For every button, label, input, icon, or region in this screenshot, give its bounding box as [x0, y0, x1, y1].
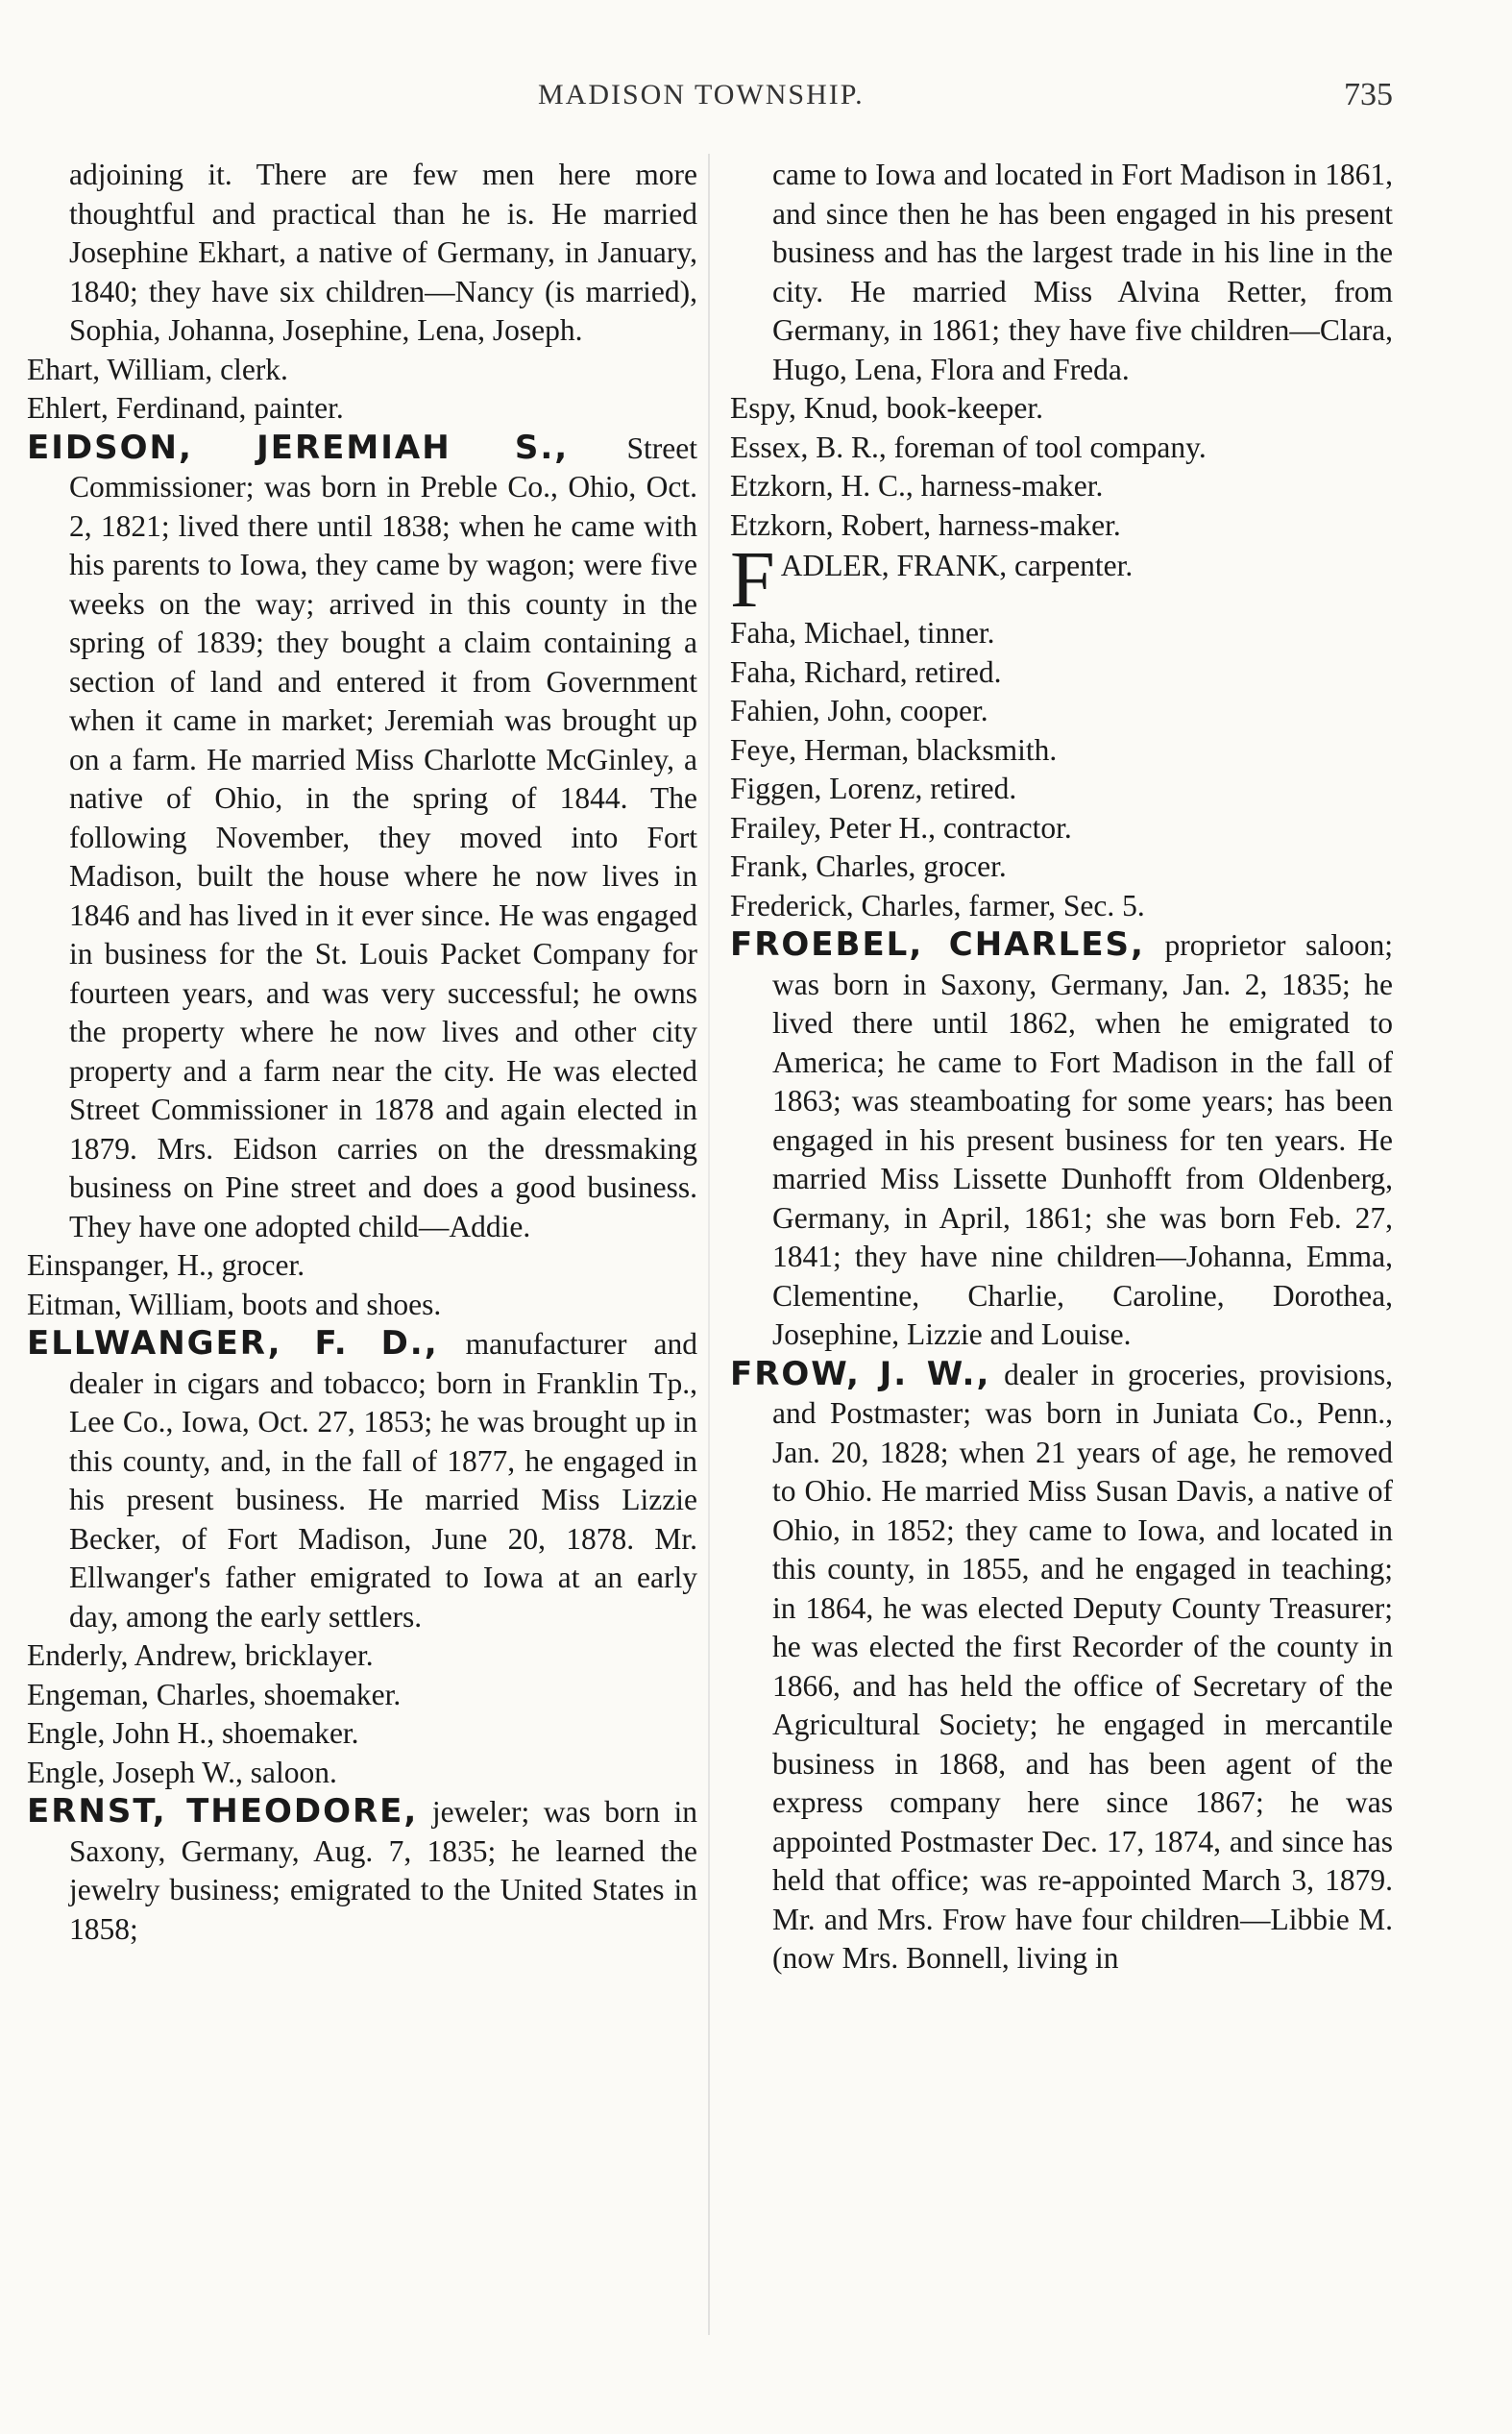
- directory-entry: Faha, Michael, tinner.: [730, 616, 995, 650]
- biography-entry-ellwanger: [27, 1324, 697, 1636]
- directory-entry: ADLER, FRANK, carpenter.: [780, 549, 1134, 582]
- entry-heading-name: ERNST, THEODORE,: [27, 1792, 419, 1831]
- directory-entry: Espy, Knud, book-keeper.: [730, 391, 1044, 425]
- section-start-f: [730, 545, 1393, 614]
- directory-entry: Einspanger, H., grocer.: [27, 1248, 305, 1282]
- entry-heading-name: ELLWANGER, F. D.,: [27, 1324, 439, 1363]
- directory-entry: Etzkorn, Robert, harness-maker.: [730, 507, 1121, 542]
- page-header: [538, 79, 1393, 127]
- directory-entry: Etzkorn, H. C., harness-maker.: [730, 469, 1104, 503]
- biography-entry-eidson: [27, 429, 697, 1247]
- directory-entry: Eitman, William, boots and shoes.: [27, 1287, 442, 1321]
- entry-body-text: Street Commissioner; was born in Preble Co., Ohio, Oct. 2, 1821; lived there until 1838; when he came with his parents to Iowa, they came by wagon; were five weeks on the way; arrived in this county in the spring of 1839; they bought a claim containing a section of land and entered it from Government when it came in market; Jeremiah was brought up on a farm. He married Miss Charlotte McGinley, a native of Ohio, in the spring of 1844. The following November, they moved into Fort Madison, built the house where he now lives in 1846 and has lived in it ever since. He was engaged in business for the St. Louis Packet Company for fourteen years, and was very successful; he owns the property where he now lives and other city property and a farm near the city. He was elected Street Commissioner in 1878 and again elected in 1879. Mrs. Eidson carries on the dressmaking business on Pine street and does a good business. They have one adopted child—Addie.: [69, 430, 698, 1243]
- entry-body-text: manufacturer and dealer in cigars and tobacco; born in Franklin Tp., Lee Co., Iowa, Oct. 27, 1853; he was brought up in this county, and, in the fall of 1877, he engaged in his present business. He married Miss Lizzie Becker, of Fort Madison, June 20, 1878. Mr. Ellwanger's father emigrated to Iowa at an early day, among the early settlers.: [69, 1327, 697, 1634]
- biography-entry-froebel: [730, 925, 1393, 1355]
- entry-body-text: proprietor saloon; was born in Saxony, Germany, Jan. 2, 1835; he lived there until 1862, when he emigrated to America; he came to Fort Madison in the fall of 1863; was steamboating for some years; has been engaged in his present business for ten years. He married Miss Lissette Dunhofft from Oldenberg, Germany, in April, 1861; she was born Feb. 27, 1841; they have nine children—Johanna, Emma, Clementine, Charlie, Caroline, Dorothea, Josephine, Lizzie and Louise.: [772, 928, 1394, 1351]
- directory-entry: Faha, Richard, retired.: [730, 654, 1002, 689]
- entry-heading-name: FROEBEL, CHARLES,: [730, 925, 1145, 964]
- entry-body-text: jeweler; was born in Saxony, Germany, Aug. 7, 1835; he learned the jewelry business; emigrated to the United States in 1858;: [69, 1795, 698, 1946]
- directory-entry: Fahien, John, cooper.: [730, 694, 988, 727]
- page-number: 735: [1344, 77, 1393, 112]
- entry-heading-name: EIDSON, JEREMIAH S.,: [27, 428, 570, 467]
- running-title: MADISON TOWNSHIP.: [538, 79, 865, 111]
- directory-entry: Feye, Herman, blacksmith.: [730, 732, 1058, 767]
- directory-entry: Ehlert, Ferdinand, painter.: [27, 391, 344, 425]
- entry-heading-name: FROW, J. W.,: [730, 1354, 991, 1393]
- biography-entry-ernst: [27, 1792, 697, 1949]
- biography-entry-frow: [730, 1355, 1393, 1979]
- directory-entry: Engle, John H., shoemaker.: [27, 1716, 359, 1750]
- directory-entry: Frederick, Charles, farmer, Sec. 5.: [730, 888, 1145, 922]
- directory-entry: Ehart, William, clerk.: [27, 352, 288, 386]
- column-divider: [708, 154, 710, 2335]
- right-column: [730, 156, 1393, 1979]
- continued-biography-text: adjoining it. There are few men here more thoughtful and practical than he is. He married Josephine Ekhart, a native of Germany, in January, 1840; they have six children—Nancy (is married), Sophia, Johanna, Josephine, Lena, Joseph.: [69, 158, 697, 347]
- drop-cap-initial: F: [730, 545, 775, 614]
- left-column: [27, 156, 697, 1949]
- directory-entry: Frailey, Peter H., contractor.: [730, 810, 1072, 845]
- directory-entry: Engle, Joseph W., saloon.: [27, 1755, 337, 1789]
- entry-body-text: dealer in groceries, provisions, and Postmaster; was born in Juniata Co., Penn., Jan. 20, 1828; when 21 years of age, he removed to Ohio. He married Miss Susan Davis, a native of Ohio, in 1852; they came to Iowa, and located in this county, in 1855, and he engaged in teaching; in 1864, he was elected Deputy County Treasurer; he was elected the first Recorder of the county in 1866, and has held the office of Secretary of the Agricultural Society; he engaged in mercantile business in 1868, and has been agent of the express company here since 1867; he was appointed Postmaster Dec. 17, 1874, and since has held that office; was re-appointed March 3, 1879. Mr. and Mrs. Frow have four children—Libbie M. (now Mrs. Bonnell, living in: [772, 1357, 1393, 1975]
- directory-entry: Enderly, Andrew, bricklayer.: [27, 1638, 374, 1672]
- directory-entry: Essex, B. R., foreman of tool company.: [730, 430, 1207, 464]
- directory-entry: Engeman, Charles, shoemaker.: [27, 1677, 402, 1711]
- directory-entry: Figgen, Lorenz, retired.: [730, 772, 1017, 805]
- continued-biography-text: came to Iowa and located in Fort Madison in 1861, and since then he has been engaged in his present business and has the largest trade in his line in the city. He married Miss Alvina Retter, from Germany, in 1861; they have five children—Clara, Hugo, Lena, Flora and Freda.: [772, 158, 1393, 386]
- directory-entry: Frank, Charles, grocer.: [730, 849, 1007, 883]
